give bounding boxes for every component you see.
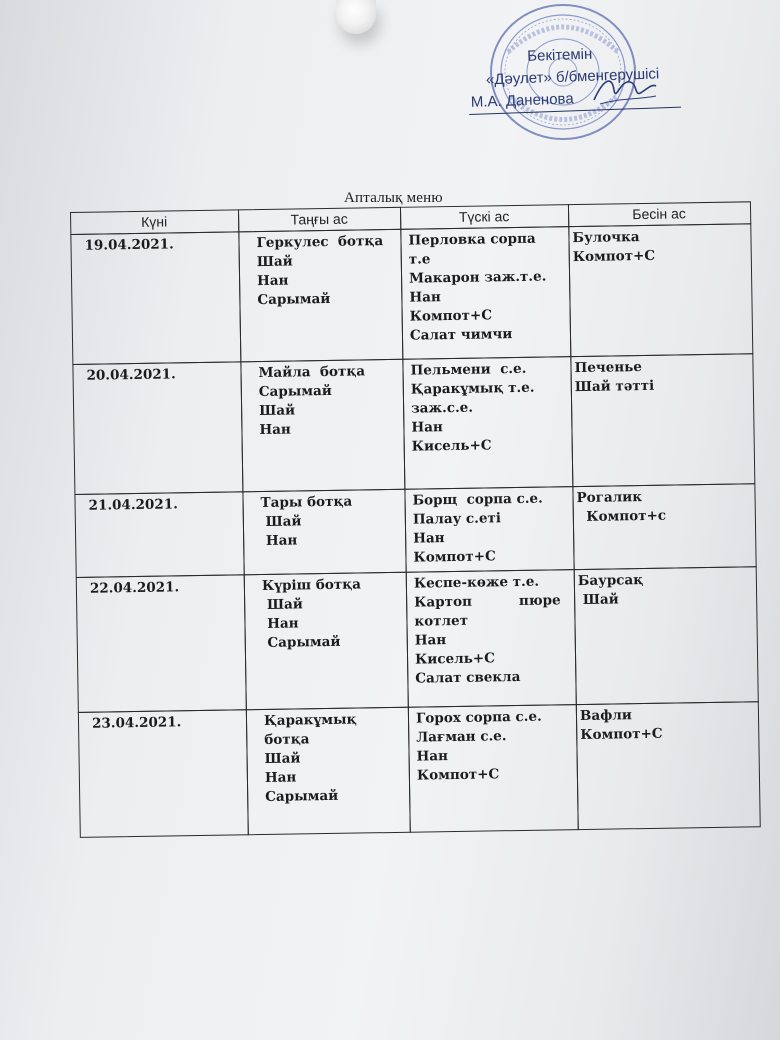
menu-item: 20.04.2021. [86,366,176,384]
approval-line-1: Бекітемін [526,45,593,65]
menu-item: Лағман с.е. [416,728,507,746]
menu-item: Вафли [579,707,632,725]
date-cell [86,365,176,385]
column-header: Таңғы ас [290,210,348,228]
signature-icon [590,70,660,110]
menu-item: Картоп пюре [414,592,561,611]
lunch-cell [414,572,562,688]
menu-item: заж.с.е. [411,399,474,417]
lunch-cell [416,708,543,786]
date-cell [84,235,174,255]
column-header: Бесін ас [632,205,686,223]
menu-item: Шай [260,513,302,531]
menu-item: Шай [264,750,301,768]
menu-item: Нан [256,272,289,290]
breakfast-cell [256,232,384,310]
menu-item: Пельмени с.е. [410,360,527,379]
breakfast-cell [260,493,353,551]
menu-item: Баурсақ [577,572,644,590]
menu-item: Нан [259,421,291,439]
date-cell [88,495,178,515]
menu-item: Кисель+С [414,650,496,668]
date-cell [92,713,182,733]
snack-cell [580,706,663,745]
menu-item: Нан [416,748,449,765]
date-cell [90,578,180,598]
menu-item: Горох сорпа с.е. [415,708,542,727]
menu-item: Перловка сорпа [408,230,536,249]
menu-item: ботқа [264,731,310,749]
column-header: Түскі ас [458,208,510,225]
menu-item: Компот+С [413,548,496,566]
menu-item: Компот+С [416,766,500,784]
menu-item: 19.04.2021. [84,236,174,254]
menu-item: 21.04.2021. [88,496,178,514]
menu-item: Сарымай [265,787,339,806]
menu-item: 22.04.2021. [89,579,180,597]
menu-table [70,201,760,842]
menu-item: Компот+С [409,307,493,325]
menu-item: Майла ботқа [258,363,366,382]
menu-item: Палау с.еті [412,510,502,528]
menu-item: Геркулес ботқа [256,233,384,252]
lunch-cell [408,230,547,346]
menu-item: Шай [259,402,296,420]
menu-item: Нан [264,769,297,787]
snack-cell [572,228,655,267]
menu-item: Шай [262,596,303,614]
menu-item: Булочка [572,229,640,247]
column-header: Күні [141,213,168,230]
menu-item: Кисель+С [411,437,492,455]
breakfast-cell [264,711,358,807]
lunch-cell [410,360,535,457]
menu-item: Салат свекла [415,668,521,687]
menu-item: Рогалик [576,489,643,507]
page-title: Апталық меню [344,190,443,206]
menu-item: Күріш ботқа [261,576,362,595]
menu-item: Шай [578,591,619,609]
menu-item: Сарымай [257,290,331,309]
menu-item: Печенье [574,359,643,377]
approval-line-3: М.А. Даненова [468,85,681,115]
menu-item: Нан [262,615,299,633]
snack-cell [576,488,666,527]
snack-cell [578,571,644,610]
menu-item: Кеспе-көже т.е. [413,573,540,592]
menu-item: Нан [409,289,441,306]
menu-item: Қаракұмық [263,711,357,730]
breakfast-cell [258,362,366,440]
approval-line-2: «Дәулет» б/бменгерушісі [485,65,660,89]
menu-item: Шай тәтті [574,377,655,396]
menu-item: Тары ботқа [260,493,353,512]
menu-item: т.е [408,251,431,268]
menu-item: Сарымай [258,382,332,401]
menu-item: Макарон заж.т.е. [408,268,547,287]
menu-item: Нан [414,632,447,649]
menu-item: Шай [256,253,293,271]
lunch-cell [412,490,543,568]
menu-item: Салат чимчи [409,326,513,344]
menu-item: котлет [414,612,469,630]
menu-item: Нан [413,530,445,547]
menu-item: Компот+С [580,725,663,744]
approval-block [467,40,699,115]
menu-item: Нан [261,532,298,550]
menu-item: 23.04.2021. [91,714,182,732]
snack-cell [574,358,654,397]
menu-item: Қаракұмық т.е. [410,379,535,398]
breakfast-cell [262,575,362,653]
menu-item: Борщ сорпа с.е. [412,490,543,509]
menu-item: Нан [411,419,443,436]
menu-item: Компот+С [572,247,656,266]
menu-item: Компот+с [576,507,667,526]
menu-item: Сарымай [262,633,341,652]
